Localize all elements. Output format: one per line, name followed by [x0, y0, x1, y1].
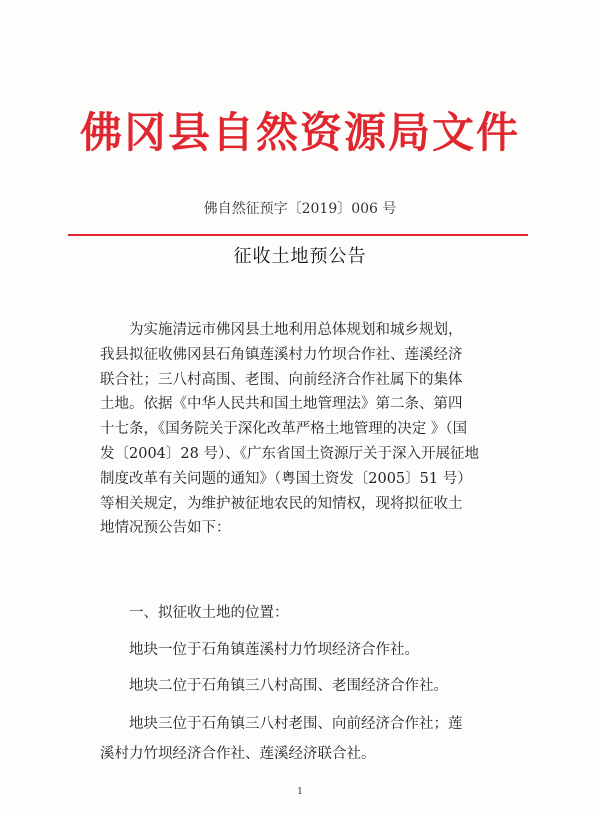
intro-line: 等相关规定，为维护被征地农民的知情权，现将拟征收土 [100, 495, 463, 512]
section-heading-location [100, 601, 520, 626]
intro-line: 地情况预公告如下： [100, 520, 231, 537]
plot-one [100, 638, 520, 663]
page-number: 1 [297, 787, 303, 797]
intro-line: 十七条，《国务院关于深化改革严格土地管理的决定 》（国 [100, 421, 468, 438]
intro-line: 为实施清远市佛冈县土地利用总体规划和城乡规划， [100, 322, 463, 338]
plot-three-line: 溪村力竹坝经济合作社、莲溪经济联合社。 [100, 746, 376, 762]
notice-title: 征收土地预公告 [233, 246, 367, 267]
plot-one-text: 地块一位于石角镇莲溪村力竹坝经济合作社。 [100, 642, 419, 658]
org-title: 佛冈县自然资源局文件 [79, 108, 520, 157]
intro-line: 发〔2004〕28 号）、《广东省国土资源厅关于深入开展征地 [100, 445, 479, 462]
plot-three-line: 地块三位于石角镇三八村老围、向前经济合作社；莲 [100, 716, 463, 732]
intro-paragraph [100, 318, 520, 541]
intro-line: 土地。依据《中华人民共和国土地管理法》第二条、第四 [100, 396, 463, 413]
intro-line: 联合社；三八村高围、老围、向前经济合作社属下的集体 [100, 371, 463, 388]
intro-line: 制度改革有关问题的通知》（粤国土资发〔2005〕51 号） [100, 470, 472, 487]
plot-two-text: 地块二位于石角镇三八村高围、老围经济合作社。 [100, 678, 448, 694]
plot-three [100, 709, 520, 769]
doc-number: 佛自然征预字〔2019〕006 号 [203, 201, 397, 217]
intro-line: 我县拟征收佛冈县石角镇莲溪村力竹坝合作社、莲溪经济 [100, 346, 463, 363]
red-divider [68, 234, 528, 236]
plot-two [100, 674, 520, 699]
section-heading: 一、拟征收土地的位置： [100, 605, 289, 621]
